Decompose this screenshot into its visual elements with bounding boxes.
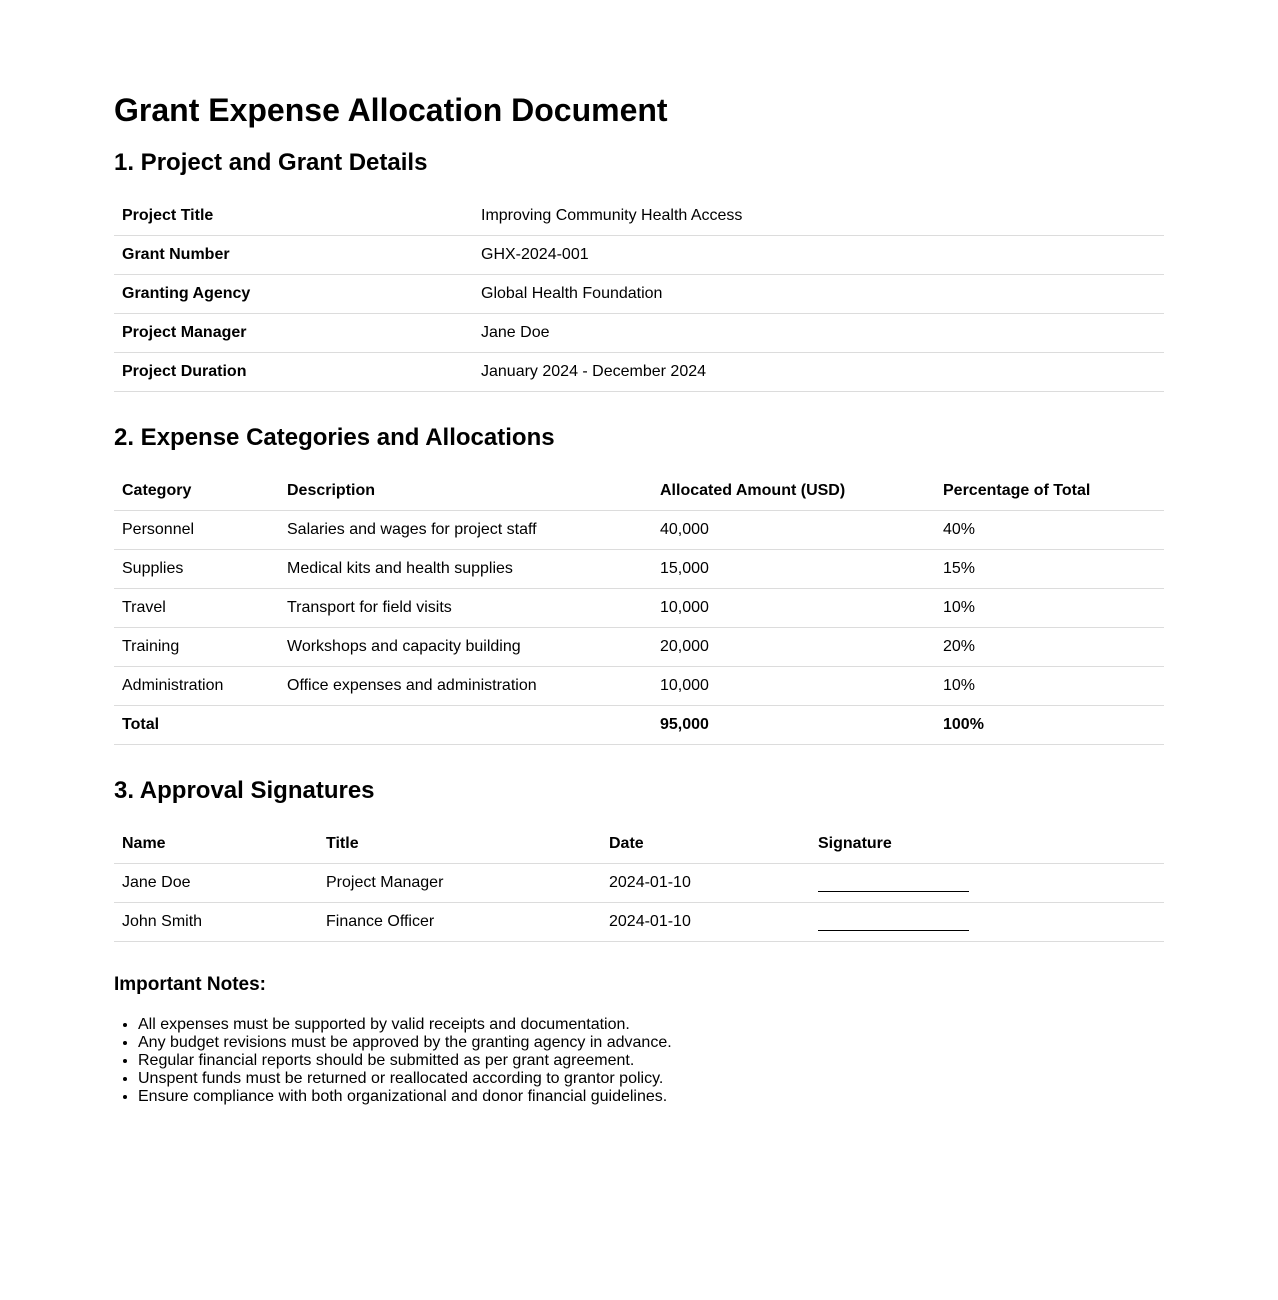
percent-cell: 15%: [935, 550, 1164, 589]
list-item: • Any budget revisions must be approved by the granting agency in advance.: [138, 1034, 672, 1052]
signature-date: 2024-01-10: [601, 864, 810, 903]
table-row: [114, 864, 1164, 903]
signature-cell: [810, 864, 1164, 903]
table-row: [114, 314, 1164, 353]
table-row: [114, 511, 1164, 550]
signer-name: Jane Doe: [114, 864, 318, 903]
expense-allocation-table: [114, 472, 1164, 745]
detail-label: Grant Number: [114, 236, 473, 275]
detail-label: Project Title: [114, 197, 473, 236]
amount-cell: 20,000: [652, 628, 935, 667]
detail-value: Improving Community Health Access: [473, 197, 1164, 236]
notes-heading: Important Notes:: [114, 974, 266, 995]
description-cell: Transport for field visits: [279, 589, 652, 628]
description-cell: Workshops and capacity building: [279, 628, 652, 667]
category-cell: Personnel: [114, 511, 279, 550]
approval-signatures-table: [114, 825, 1164, 942]
signature-line: [818, 914, 969, 931]
column-header-percentage: Percentage of Total: [935, 472, 1164, 511]
table-row: [114, 628, 1164, 667]
section-heading-project-details: 1. Project and Grant Details: [114, 149, 428, 176]
detail-value: Global Health Foundation: [473, 275, 1164, 314]
detail-value: Jane Doe: [473, 314, 1164, 353]
percent-cell: 40%: [935, 511, 1164, 550]
percent-cell: 10%: [935, 667, 1164, 706]
percent-cell: 20%: [935, 628, 1164, 667]
column-header-date: Date: [601, 825, 810, 864]
notes-list: [114, 1016, 672, 1106]
column-header-amount: Allocated Amount (USD): [652, 472, 935, 511]
category-cell: Supplies: [114, 550, 279, 589]
project-details-table: [114, 197, 1164, 392]
signature-line: [818, 875, 969, 892]
total-description-cell: [279, 706, 652, 745]
column-header-name: Name: [114, 825, 318, 864]
detail-label: Granting Agency: [114, 275, 473, 314]
detail-label: Project Duration: [114, 353, 473, 392]
amount-cell: 40,000: [652, 511, 935, 550]
description-cell: Office expenses and administration: [279, 667, 652, 706]
total-row: [114, 706, 1164, 745]
list-item: • Ensure compliance with both organizational and donor financial guidelines.: [138, 1088, 672, 1106]
column-header-signature: Signature: [810, 825, 1164, 864]
signature-date: 2024-01-10: [601, 903, 810, 942]
description-cell: Salaries and wages for project staff: [279, 511, 652, 550]
detail-value: January 2024 - December 2024: [473, 353, 1164, 392]
amount-cell: 15,000: [652, 550, 935, 589]
table-header-row: [114, 472, 1164, 511]
table-row: [114, 667, 1164, 706]
total-label: Total: [114, 706, 279, 745]
percent-cell: 10%: [935, 589, 1164, 628]
category-cell: Administration: [114, 667, 279, 706]
table-row: [114, 275, 1164, 314]
signer-name: John Smith: [114, 903, 318, 942]
total-percent: 100%: [935, 706, 1164, 745]
amount-cell: 10,000: [652, 589, 935, 628]
section-heading-expense-categories: 2. Expense Categories and Allocations: [114, 424, 555, 451]
category-cell: Travel: [114, 589, 279, 628]
table-row: [114, 353, 1164, 392]
signature-cell: [810, 903, 1164, 942]
amount-cell: 10,000: [652, 667, 935, 706]
signer-title: Finance Officer: [318, 903, 601, 942]
list-item: • All expenses must be supported by valid receipts and documentation.: [138, 1016, 672, 1034]
category-cell: Training: [114, 628, 279, 667]
table-row: [114, 236, 1164, 275]
table-row: [114, 197, 1164, 236]
description-cell: Medical kits and health supplies: [279, 550, 652, 589]
section-heading-approval-signatures: 3. Approval Signatures: [114, 777, 375, 804]
list-item: • Unspent funds must be returned or reallocated according to grantor policy.: [138, 1070, 672, 1088]
table-row: [114, 903, 1164, 942]
signer-title: Project Manager: [318, 864, 601, 903]
total-amount: 95,000: [652, 706, 935, 745]
table-header-row: [114, 825, 1164, 864]
table-row: [114, 550, 1164, 589]
column-header-title: Title: [318, 825, 601, 864]
column-header-description: Description: [279, 472, 652, 511]
detail-label: Project Manager: [114, 314, 473, 353]
list-item: • Regular financial reports should be submitted as per grant agreement.: [138, 1052, 672, 1070]
column-header-category: Category: [114, 472, 279, 511]
detail-value: GHX-2024-001: [473, 236, 1164, 275]
document-title: Grant Expense Allocation Document: [114, 92, 668, 128]
table-row: [114, 589, 1164, 628]
